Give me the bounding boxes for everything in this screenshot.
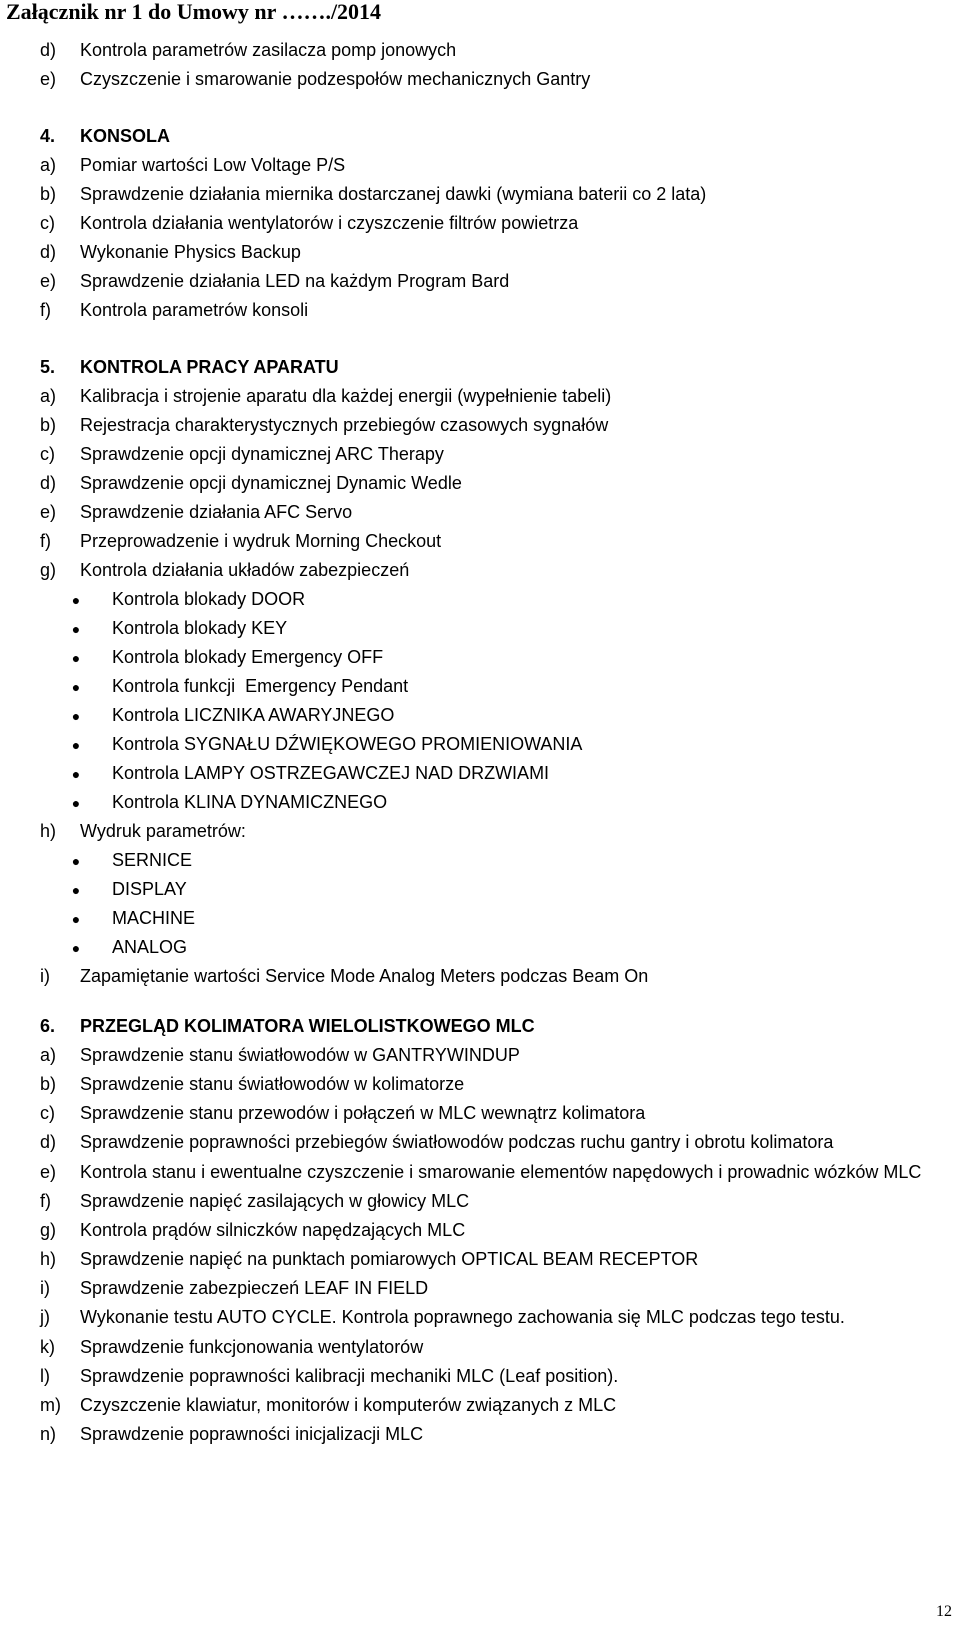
item-label: a) [40,386,57,407]
item-text: Sprawdzenie stanu światłowodów w GANTRYWINDUP [80,1045,520,1066]
item-label: c) [40,1103,55,1124]
item-text: Zapamiętanie wartości Service Mode Analog Meters podczas Beam On [80,966,649,987]
item-text: Wykonanie Physics Backup [80,242,301,263]
item-text: Przeprowadzenie i wydruk Morning Checkout [80,531,442,552]
list-item [40,180,955,209]
bullet-text: SERNICE [112,850,193,870]
list-item [40,1274,955,1303]
item-text: Sprawdzenie funkcjonowania wentylatorów [80,1336,424,1357]
item-label: e) [40,502,57,523]
bullet-item [40,933,955,962]
item-label: g) [40,560,57,581]
list-item [40,817,955,846]
item-label: d) [40,1132,57,1152]
list-item [40,962,955,991]
item-label: l) [40,1365,50,1386]
list-item [40,469,955,498]
section-konsola [40,122,955,325]
bullet-icon: ● [71,707,81,724]
list-item [40,1216,955,1245]
item-label: i) [40,966,50,987]
item-label: i) [40,1278,50,1299]
list-item [40,209,955,238]
list-item [40,1420,955,1449]
bullet-item [40,846,955,875]
item-text: Kontrola stanu i ewentualne czyszczenie i smarowanie elementów napędowych i prowadnic wózków MLC [80,1161,922,1182]
bullet-icon: ● [71,649,81,666]
bullet-icon: ● [71,678,81,695]
bullet-icon: ● [71,852,81,869]
item-label: h) [40,821,57,842]
bullet-text: Kontrola blokady KEY [112,618,288,638]
bullet-text: Kontrola funkcji Emergency Pendant [112,676,409,696]
bullet-icon: ● [71,620,81,637]
section-number: 6. [40,1016,56,1036]
item-text: Sprawdzenie poprawności kalibracji mechaniki MLC (Leaf position). [80,1365,619,1386]
item-text: Kontrola parametrów konsoli [80,300,309,321]
section-number: 5. [40,357,56,377]
page-number: 12 [936,1603,952,1620]
section-title: KONSOLA [80,126,170,146]
item-text: Sprawdzenie działania AFC Servo [80,502,353,523]
list-item [40,296,955,325]
item-text: Wykonanie testu AUTO CYCLE. Kontrola poprawnego zachowania się MLC podczas tego testu. [80,1307,845,1327]
bullet-item [40,788,955,817]
list-item [40,1041,955,1070]
item-label: h) [40,1249,57,1270]
item-text: Kontrola działania wentylatorów i czyszczenie filtrów powietrza [80,213,579,234]
list-item [40,1333,955,1362]
list-item [40,1128,955,1158]
bullet-icon: ● [71,881,81,898]
bullet-text: Kontrola LAMPY OSTRZEGAWCZEJ NAD DRZWIAMI [112,763,550,783]
bullet-text: Kontrola LICZNIKA AWARYJNEGO [112,705,395,725]
item-label: m) [40,1394,61,1415]
item-label: j) [40,1307,50,1327]
item-text: Sprawdzenie zabezpieczeń LEAF IN FIELD [80,1278,429,1299]
list-item [40,556,955,585]
item-text: Pomiar wartości Low Voltage P/S [80,155,346,176]
item-text: Sprawdzenie działania LED na każdym Program Bard [80,271,510,292]
item-label: a) [40,155,57,176]
section-heading [40,122,955,151]
section-title: PRZEGLĄD KOLIMATORA WIELOLISTKOWEGO MLC [80,1016,535,1036]
list-item [40,36,955,65]
section-heading [40,353,955,382]
list-item [40,65,955,94]
item-text: Kontrola prądów silniczków napędzających MLC [80,1220,466,1241]
bullet-item [40,759,955,788]
document-body [40,36,955,1449]
bullet-text: MACHINE [112,908,196,928]
item-label: d) [40,242,57,263]
item-label: b) [40,184,57,205]
item-text: Sprawdzenie poprawności przebiegów światłowodów podczas ruchu gantry i obrotu kolimatora [80,1132,834,1152]
item-text: Sprawdzenie opcji dynamicznej Dynamic Wedle [80,473,462,494]
item-text: Czyszczenie i smarowanie podzespołów mechanicznych Gantry [80,69,591,90]
section-title: KONTROLA PRACY APARATU [80,357,339,377]
item-text: Sprawdzenie opcji dynamicznej ARC Therapy [80,444,444,465]
bullet-text: Kontrola blokady DOOR [112,589,306,609]
list-item [40,527,955,556]
item-text: Sprawdzenie napięć zasilających w głowicy MLC [80,1191,470,1212]
item-text: Sprawdzenie poprawności inicjalizacji MLC [80,1423,424,1444]
list-item [40,1362,955,1391]
item-label: c) [40,444,55,465]
bullet-item [40,875,955,904]
item-label: f) [40,1191,51,1212]
page-header: Załącznik nr 1 do Umowy nr ……./2014 [6,0,382,24]
item-label: f) [40,531,51,552]
bullet-text: Kontrola KLINA DYNAMICZNEGO [112,792,388,812]
item-label: g) [40,1220,57,1241]
section-number: 4. [40,126,56,146]
bullet-text: Kontrola SYGNAŁU DŹWIĘKOWEGO PROMIENIOWANIA [112,734,583,754]
item-text: Sprawdzenie stanu światłowodów w kolimatorze [80,1074,465,1095]
item-label: f) [40,300,51,321]
continued-list [40,36,955,94]
item-text: Sprawdzenie działania miernika dostarczanej dawki (wymiana baterii co 2 lata) [80,184,707,205]
item-text: Sprawdzenie napięć na punktach pomiarowych OPTICAL BEAM RECEPTOR [80,1249,699,1270]
list-item [40,411,955,440]
item-text: Kontrola parametrów zasilacza pomp jonowych [80,40,457,61]
list-item [40,151,955,180]
bullet-icon: ● [71,591,81,608]
item-text: Sprawdzenie stanu przewodów i połączeń w MLC wewnątrz kolimatora [80,1103,646,1124]
bullet-icon: ● [71,939,81,956]
bullet-text: DISPLAY [112,879,187,899]
item-label: e) [40,1161,57,1182]
bullet-text: Kontrola blokady Emergency OFF [112,647,384,667]
section-heading [40,1012,955,1041]
bullet-icon: ● [71,765,81,782]
item-text: Rejestracja charakterystycznych przebiegów czasowych sygnałów [80,415,609,436]
section-kontrola-pracy-aparatu [40,353,955,991]
bullet-item [40,614,955,643]
list-item [40,1070,955,1099]
item-label: n) [40,1423,57,1444]
item-text: Czyszczenie klawiatur, monitorów i komputerów związanych z MLC [80,1394,617,1415]
bullet-item [40,730,955,759]
bullet-icon: ● [71,910,81,927]
bullet-item [40,904,955,933]
section-przeglad-mlc [40,1012,955,1449]
item-label: b) [40,1074,57,1095]
bullet-icon: ● [71,736,81,753]
item-label: c) [40,213,55,234]
list-item [40,1391,955,1420]
bullet-item [40,585,955,614]
list-item [40,1245,955,1274]
bullet-text: ANALOG [112,937,188,957]
list-item [40,1099,955,1128]
item-label: a) [40,1045,57,1066]
item-label: b) [40,415,57,436]
bullet-icon: ● [71,794,81,811]
bullet-item [40,672,955,701]
list-item [40,382,955,411]
list-item [40,440,955,469]
bullet-item [40,701,955,730]
item-text: Wydruk parametrów: [80,821,246,842]
list-item [40,498,955,527]
item-label: e) [40,69,57,90]
item-text: Kontrola działania układów zabezpieczeń [80,560,410,581]
item-text: Kalibracja i strojenie aparatu dla każdej energii (wypełnienie tabeli) [80,386,612,407]
list-item [40,238,955,267]
item-label: d) [40,473,57,494]
list-item [40,267,955,296]
item-label: e) [40,271,57,292]
bullet-item [40,643,955,672]
list-item [40,1158,955,1188]
item-label: d) [40,40,57,61]
list-item [40,1187,955,1216]
item-label: k) [40,1336,55,1357]
list-item [40,1303,955,1333]
